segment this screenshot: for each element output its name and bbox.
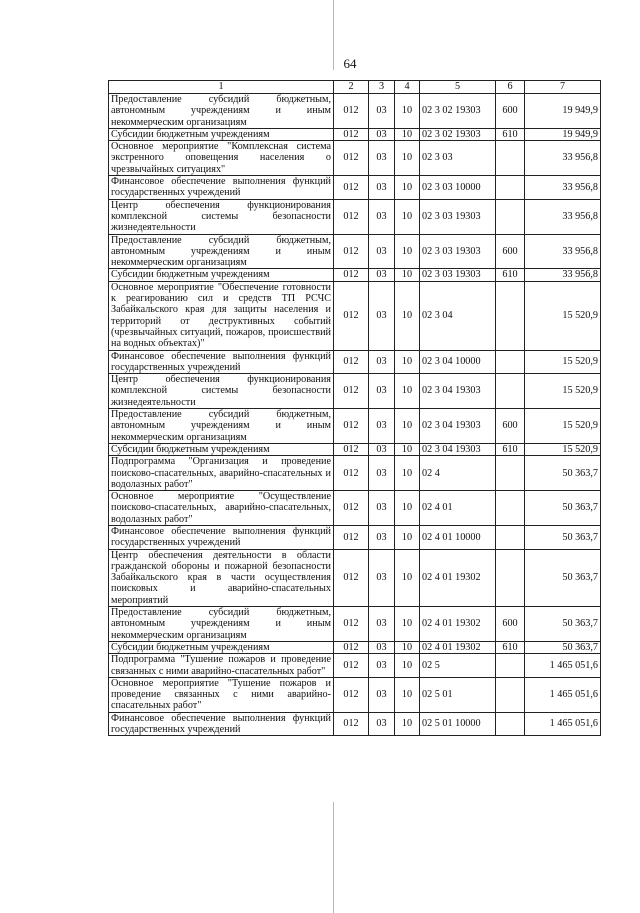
row-section-cell: 03 (369, 374, 395, 409)
row-expense-type-cell: 610 (496, 128, 525, 140)
row-amount-cell: 50 363,7 (525, 456, 601, 491)
row-section-cell: 03 (369, 525, 395, 549)
row-name-cell: Подпрограмма "Организация и проведение поисково-спасательных, аварийно-спасательных и водолазных работ" (109, 456, 334, 491)
row-grbs-cell: 012 (334, 409, 369, 444)
row-amount-cell: 50 363,7 (525, 549, 601, 606)
row-target-cell: 02 3 03 19303 (420, 269, 496, 281)
row-amount-cell: 15 520,9 (525, 374, 601, 409)
row-grbs-cell: 012 (334, 712, 369, 736)
row-section-cell: 03 (369, 677, 395, 712)
table-body (109, 94, 601, 736)
row-section-cell: 03 (369, 234, 395, 269)
row-grbs-cell: 012 (334, 281, 369, 350)
table-row (109, 443, 601, 455)
row-section-cell: 03 (369, 176, 395, 200)
row-name-cell: Субсидии бюджетным учреждениям (109, 128, 334, 140)
table-row (109, 641, 601, 653)
row-amount-cell: 19 949,9 (525, 128, 601, 140)
row-expense-type-cell (496, 199, 525, 234)
row-amount-cell: 33 956,8 (525, 269, 601, 281)
row-name-cell: Основное мероприятие "Тушение пожаров и проведение связанных с ними аварийно-спасательных работ" (109, 677, 334, 712)
row-expense-type-cell (496, 141, 525, 176)
row-subsection-cell: 10 (395, 712, 420, 736)
table-row (109, 281, 601, 350)
row-section-cell: 03 (369, 128, 395, 140)
row-target-cell: 02 3 04 19303 (420, 374, 496, 409)
row-amount-cell: 50 363,7 (525, 525, 601, 549)
budget-table (108, 80, 601, 736)
row-target-cell: 02 3 03 19303 (420, 234, 496, 269)
table-row (109, 654, 601, 678)
row-grbs-cell: 012 (334, 269, 369, 281)
row-amount-cell: 15 520,9 (525, 350, 601, 374)
row-expense-type-cell: 600 (496, 607, 525, 642)
row-subsection-cell: 10 (395, 281, 420, 350)
table-row (109, 350, 601, 374)
row-amount-cell: 33 956,8 (525, 176, 601, 200)
row-amount-cell: 33 956,8 (525, 234, 601, 269)
row-name-cell: Предоставление субсидий бюджетным, автономным учреждениям и иным некоммерческим организациям (109, 94, 334, 129)
row-section-cell: 03 (369, 141, 395, 176)
row-grbs-cell: 012 (334, 677, 369, 712)
row-target-cell: 02 4 01 (420, 491, 496, 526)
row-subsection-cell: 10 (395, 234, 420, 269)
row-expense-type-cell: 610 (496, 641, 525, 653)
row-section-cell: 03 (369, 94, 395, 129)
row-amount-cell: 1 465 051,6 (525, 654, 601, 678)
column-header-grbs: 2 (334, 81, 369, 94)
row-grbs-cell: 012 (334, 141, 369, 176)
row-section-cell: 03 (369, 641, 395, 653)
table-row (109, 409, 601, 444)
row-section-cell: 03 (369, 491, 395, 526)
row-section-cell: 03 (369, 607, 395, 642)
row-expense-type-cell (496, 281, 525, 350)
row-grbs-cell: 012 (334, 176, 369, 200)
row-name-cell: Центр обеспечения деятельности в области гражданской обороны и пожарной безопасности Забайкальского края в части осуществления поисковых и аварийно-спасательных мероприятий (109, 549, 334, 606)
row-grbs-cell: 012 (334, 549, 369, 606)
table-row (109, 269, 601, 281)
row-expense-type-cell (496, 374, 525, 409)
row-name-cell: Финансовое обеспечение выполнения функций государственных учреждений (109, 176, 334, 200)
row-subsection-cell: 10 (395, 176, 420, 200)
row-expense-type-cell (496, 456, 525, 491)
row-amount-cell: 15 520,9 (525, 409, 601, 444)
row-name-cell: Субсидии бюджетным учреждениям (109, 269, 334, 281)
row-subsection-cell: 10 (395, 141, 420, 176)
row-amount-cell: 33 956,8 (525, 141, 601, 176)
row-target-cell: 02 3 02 19303 (420, 94, 496, 129)
row-name-cell: Центр обеспечения функционирования комплексной системы безопасности жизнедеятельности (109, 374, 334, 409)
table-row (109, 128, 601, 140)
column-header-name: 1 (109, 81, 334, 94)
row-grbs-cell: 012 (334, 350, 369, 374)
row-section-cell: 03 (369, 269, 395, 281)
row-expense-type-cell: 610 (496, 269, 525, 281)
row-grbs-cell: 012 (334, 199, 369, 234)
row-subsection-cell: 10 (395, 350, 420, 374)
row-expense-type-cell (496, 491, 525, 526)
row-target-cell: 02 4 (420, 456, 496, 491)
row-name-cell: Предоставление субсидий бюджетным, автономным учреждениям и иным некоммерческим организациям (109, 409, 334, 444)
row-expense-type-cell: 600 (496, 234, 525, 269)
row-grbs-cell: 012 (334, 525, 369, 549)
table-row (109, 677, 601, 712)
row-amount-cell: 33 956,8 (525, 199, 601, 234)
row-subsection-cell: 10 (395, 199, 420, 234)
row-amount-cell: 50 363,7 (525, 641, 601, 653)
table-row (109, 94, 601, 129)
row-name-cell: Основное мероприятие "Осуществление поисково-спасательных, аварийно-спасательных, водолазных работ" (109, 491, 334, 526)
row-grbs-cell: 012 (334, 234, 369, 269)
table-row (109, 491, 601, 526)
row-amount-cell: 1 465 051,6 (525, 677, 601, 712)
row-section-cell: 03 (369, 654, 395, 678)
row-subsection-cell: 10 (395, 491, 420, 526)
scan-margin-line (333, 802, 334, 913)
row-section-cell: 03 (369, 350, 395, 374)
row-name-cell: Основное мероприятие "Комплексная система экстренного оповещения населения о чрезвычайных ситуациях" (109, 141, 334, 176)
row-subsection-cell: 10 (395, 525, 420, 549)
row-grbs-cell: 012 (334, 94, 369, 129)
row-grbs-cell: 012 (334, 491, 369, 526)
row-expense-type-cell: 610 (496, 443, 525, 455)
row-subsection-cell: 10 (395, 607, 420, 642)
row-grbs-cell: 012 (334, 128, 369, 140)
row-grbs-cell: 012 (334, 443, 369, 455)
row-grbs-cell: 012 (334, 654, 369, 678)
row-subsection-cell: 10 (395, 677, 420, 712)
row-name-cell: Субсидии бюджетным учреждениям (109, 443, 334, 455)
column-header-amount: 7 (525, 81, 601, 94)
table-row (109, 549, 601, 606)
column-header-section: 3 (369, 81, 395, 94)
table-row (109, 456, 601, 491)
row-target-cell: 02 5 (420, 654, 496, 678)
row-target-cell: 02 4 01 10000 (420, 525, 496, 549)
row-section-cell: 03 (369, 712, 395, 736)
table-row (109, 176, 601, 200)
row-target-cell: 02 5 01 (420, 677, 496, 712)
row-target-cell: 02 3 04 (420, 281, 496, 350)
row-name-cell: Подпрограмма "Тушение пожаров и проведение связанных с ними аварийно-спасательных работ" (109, 654, 334, 678)
row-grbs-cell: 012 (334, 456, 369, 491)
row-section-cell: 03 (369, 456, 395, 491)
row-expense-type-cell (496, 712, 525, 736)
row-target-cell: 02 3 02 19303 (420, 128, 496, 140)
header-row (109, 81, 601, 94)
row-target-cell: 02 3 04 19303 (420, 409, 496, 444)
row-section-cell: 03 (369, 443, 395, 455)
table-row (109, 141, 601, 176)
row-target-cell: 02 3 04 10000 (420, 350, 496, 374)
row-amount-cell: 50 363,7 (525, 491, 601, 526)
row-target-cell: 02 5 01 10000 (420, 712, 496, 736)
row-expense-type-cell (496, 350, 525, 374)
row-name-cell: Субсидии бюджетным учреждениям (109, 641, 334, 653)
row-amount-cell: 19 949,9 (525, 94, 601, 129)
row-amount-cell: 50 363,7 (525, 607, 601, 642)
row-target-cell: 02 4 01 19302 (420, 641, 496, 653)
row-target-cell: 02 4 01 19302 (420, 549, 496, 606)
row-subsection-cell: 10 (395, 374, 420, 409)
row-name-cell: Центр обеспечения функционирования комплексной системы безопасности жизнедеятельности (109, 199, 334, 234)
row-expense-type-cell (496, 176, 525, 200)
row-target-cell: 02 4 01 19302 (420, 607, 496, 642)
row-subsection-cell: 10 (395, 443, 420, 455)
row-target-cell: 02 3 03 19303 (420, 199, 496, 234)
row-expense-type-cell: 600 (496, 94, 525, 129)
row-subsection-cell: 10 (395, 128, 420, 140)
column-header-expense-type: 6 (496, 81, 525, 94)
row-target-cell: 02 3 03 (420, 141, 496, 176)
row-subsection-cell: 10 (395, 409, 420, 444)
page-number: 64 (343, 56, 357, 71)
table-row (109, 199, 601, 234)
row-target-cell: 02 3 03 10000 (420, 176, 496, 200)
row-amount-cell: 1 465 051,6 (525, 712, 601, 736)
row-subsection-cell: 10 (395, 549, 420, 606)
row-subsection-cell: 10 (395, 641, 420, 653)
row-expense-type-cell (496, 677, 525, 712)
column-header-target: 5 (420, 81, 496, 94)
row-name-cell: Финансовое обеспечение выполнения функций государственных учреждений (109, 525, 334, 549)
column-header-subsection: 4 (395, 81, 420, 94)
row-amount-cell: 15 520,9 (525, 281, 601, 350)
table-row (109, 712, 601, 736)
row-expense-type-cell: 600 (496, 409, 525, 444)
row-subsection-cell: 10 (395, 94, 420, 129)
row-section-cell: 03 (369, 549, 395, 606)
row-target-cell: 02 3 04 19303 (420, 443, 496, 455)
row-subsection-cell: 10 (395, 269, 420, 281)
row-expense-type-cell (496, 654, 525, 678)
row-name-cell: Финансовое обеспечение выполнения функций государственных учреждений (109, 712, 334, 736)
row-amount-cell: 15 520,9 (525, 443, 601, 455)
table-row (109, 234, 601, 269)
row-name-cell: Предоставление субсидий бюджетным, автономным учреждениям и иным некоммерческим организациям (109, 234, 334, 269)
row-section-cell: 03 (369, 281, 395, 350)
table-row (109, 374, 601, 409)
table-row (109, 525, 601, 549)
row-name-cell: Основное мероприятие "Обеспечение готовности к реагированию сил и средств ТП РСЧС Забайкальского края для защиты населения и территорий от деструктивных событий (чрезвычайных ситуаций, пожаров, происшествий на водных объектах)" (109, 281, 334, 350)
row-name-cell: Предоставление субсидий бюджетным, автономным учреждениям и иным некоммерческим организациям (109, 607, 334, 642)
row-subsection-cell: 10 (395, 456, 420, 491)
row-name-cell: Финансовое обеспечение выполнения функций государственных учреждений (109, 350, 334, 374)
row-expense-type-cell (496, 525, 525, 549)
row-section-cell: 03 (369, 199, 395, 234)
row-grbs-cell: 012 (334, 607, 369, 642)
row-expense-type-cell (496, 549, 525, 606)
row-grbs-cell: 012 (334, 374, 369, 409)
row-subsection-cell: 10 (395, 654, 420, 678)
row-grbs-cell: 012 (334, 641, 369, 653)
row-section-cell: 03 (369, 409, 395, 444)
table-row (109, 607, 601, 642)
